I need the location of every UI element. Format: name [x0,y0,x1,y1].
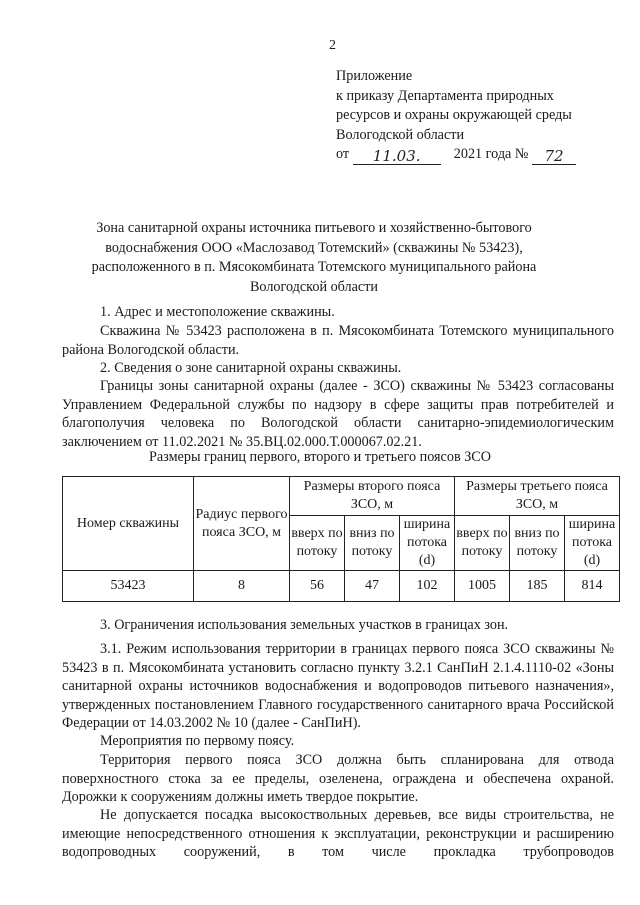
cell-well: 53423 [63,571,194,602]
header-upstream: вверх по потоку [290,516,345,571]
measures-paragraph: Территория первого пояса ЗСО должна быть спланирована для отвода поверхностного стока за ее пределы, озеленена, ограждена и обеспечена охраной. Дорожки к сооружениям должны иметь твердое покрытие. [62,752,614,806]
appendix-block [336,67,576,165]
cell-z2-down: 47 [345,571,400,602]
appendix-date-line [336,145,576,165]
header-zone-2: Размеры второго пояса ЗСО, м [290,477,455,516]
section-1-text: Скважина № 53423 расположена в п. Мясокомбината Тотемского муниципального района Вологодской области. [62,323,614,358]
cell-z3-width: 814 [565,571,620,602]
cell-z3-up: 1005 [455,571,510,602]
section-3-heading: 3. Ограничения использования земельных участков в границах зон. [100,617,509,633]
measures-paragraph: Не допускается посадка высокоствольных деревьев, все виды строительства, не имеющие непосредственного отношения к эксплуатации, реконструкции и расширению водопроводных сооружений, в том числе прокладка трубопроводов [62,807,614,861]
measures-heading: Мероприятия по первому поясу. [100,733,295,749]
title-line: расположенного в п. Мясокомбината Тотемского муниципального района [91,259,537,275]
header-downstream: вниз по потоку [510,516,565,571]
section-2-text: Границы зоны санитарной охраны (далее - ЗСО) скважины № 53423 согласованы Управлением Федеральной службы по надзору в сфере защиты прав потребителей и благополучия человека по Вологодской области санитарно-эпидемиологическим заключением от 11.02.2021 № 35.ВЦ.02.000.Т.000067.02.21. [62,378,614,450]
header-zone-3: Размеры третьего пояса ЗСО, м [455,477,620,516]
handwritten-date: 11.03. [353,147,441,165]
header-radius: Радиус первого пояса ЗСО, м [194,477,290,571]
year-label: 2021 года [453,146,512,162]
header-well-number: Номер скважины [63,477,194,571]
section-1-heading: 1. Адрес и местоположение скважины. [100,304,335,320]
cell-radius: 8 [194,571,290,602]
header-downstream: вниз по потоку [345,516,400,571]
document-title [80,219,548,297]
cell-z3-down: 185 [510,571,565,602]
header-flow-width: ширина потока (d) [400,516,455,571]
appendix-line: ресурсов и охраны окружающей среды [336,107,572,123]
cell-z2-up: 56 [290,571,345,602]
title-line: Зона санитарной охраны источника питьевого и хозяйственно-бытового [96,220,532,236]
title-line: Вологодской области [249,278,379,295]
appendix-line: к приказу Департамента природных [336,87,554,104]
number-label: № [514,146,529,162]
header-upstream: вверх по потоку [455,516,510,571]
cell-z2-width: 102 [400,571,455,602]
from-label: от [336,146,350,162]
appendix-line: Вологодской области [336,126,465,143]
handwritten-number: 72 [532,147,576,165]
zso-table [62,476,620,602]
section-3-1-text: 3.1. Режим использования территории в границах первого пояса ЗСО скважины № 53423 в п. Мясокомбината установить согласно пункту 3.2.1 СанПиН 2.1.4.1110-02 «Зоны санитарной охраны источников водоснабжения и водопроводов питьевого назначения», утвержденных постановлением Главного государственного санитарного врача Российской Федерации от 14.03.2002 № 10 (далее - СанПиН). [62,641,614,732]
page-number: 2 [329,38,336,53]
header-flow-width: ширина потока (d) [565,516,620,571]
section-2-heading: 2. Сведения о зоне санитарной охраны скважины. [100,360,402,376]
table-row [63,571,620,602]
table-caption: Размеры границ первого, второго и третьего поясов ЗСО [148,449,492,465]
appendix-line: Приложение [336,68,413,84]
title-line: водоснабжения ООО «Маслозавод Тотемский» (скважины № 53423), [105,239,523,256]
